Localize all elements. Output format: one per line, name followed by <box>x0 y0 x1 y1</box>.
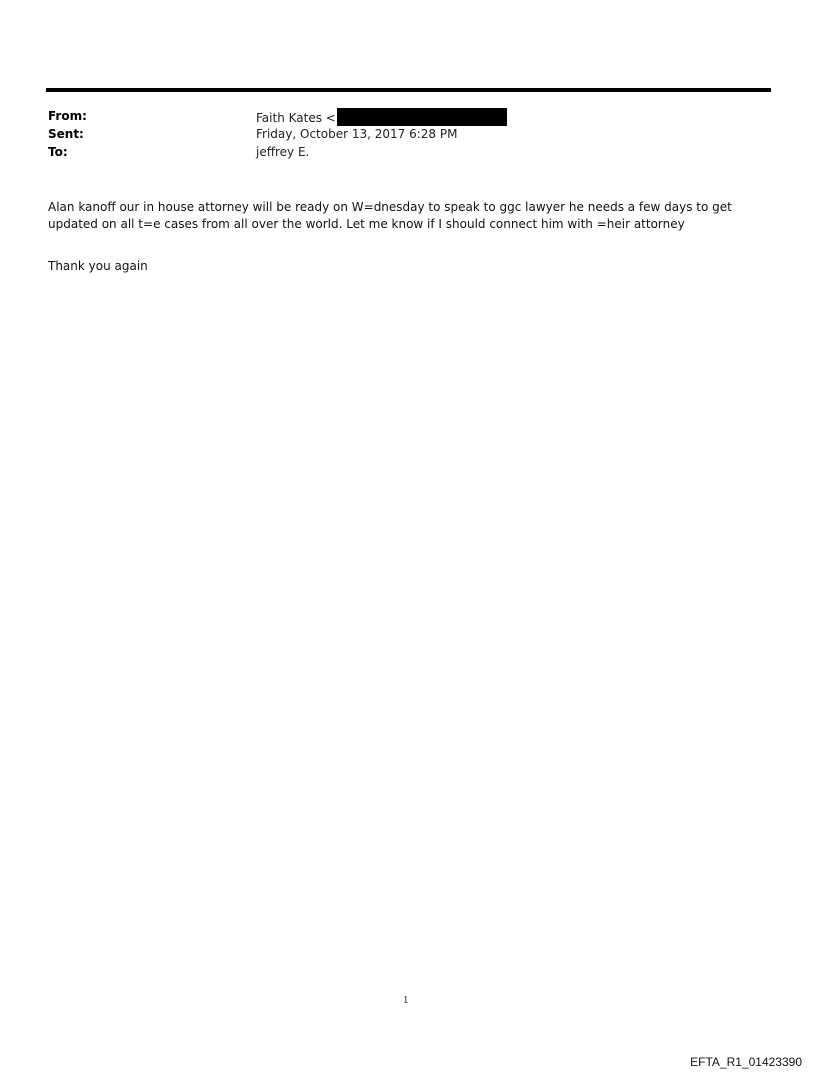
to-value: jeffrey E. <box>256 145 310 159</box>
from-sender: Faith Kates < <box>256 111 336 125</box>
redaction-block <box>337 108 507 126</box>
email-body-line-2: updated on all t=e cases from all over the world. Let me know if I should connect him with =heir attorney <box>48 217 685 231</box>
header-divider <box>46 88 771 92</box>
from-value <box>256 108 507 126</box>
email-closing: Thank you again <box>48 259 148 273</box>
to-label: To: <box>48 145 68 159</box>
document-id: EFTA_R1_01423390 <box>690 1055 802 1069</box>
page-number: 1 <box>403 996 409 1006</box>
sent-value: Friday, October 13, 2017 6:28 PM <box>256 127 458 141</box>
sent-label: Sent: <box>48 127 84 141</box>
email-body-line-1: Alan kanoff our in house attorney will be ready on W=dnesday to speak to ggc lawyer he needs a few days to get <box>48 200 732 214</box>
from-label: From: <box>48 109 87 123</box>
